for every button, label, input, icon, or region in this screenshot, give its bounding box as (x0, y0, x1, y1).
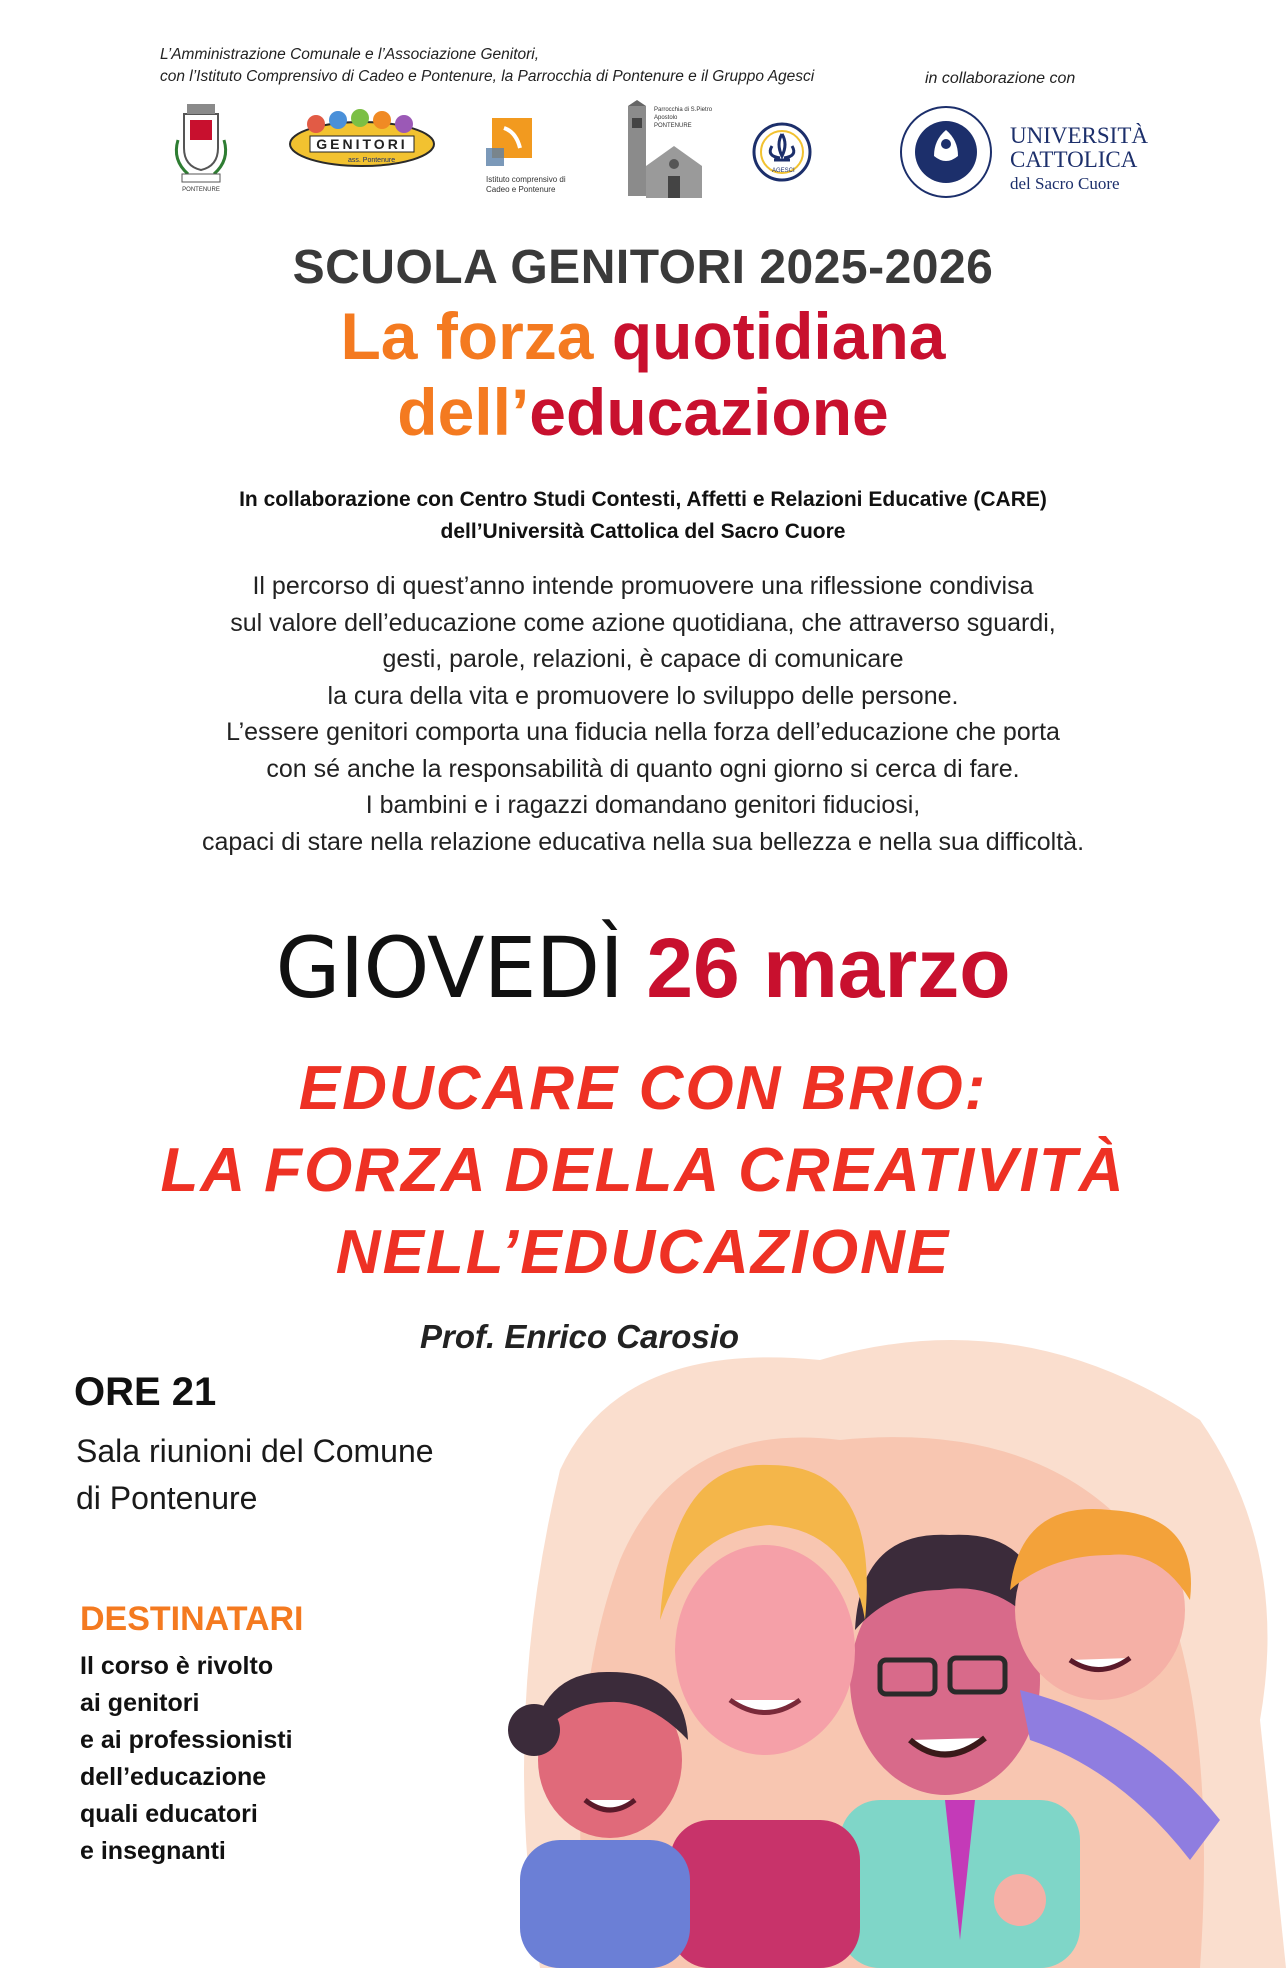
destinatari-line: dell’educazione (80, 1763, 267, 1791)
speaker-name: Prof. Enrico Carosio (420, 1318, 740, 1355)
slogan (0, 298, 1286, 450)
partner-logos (160, 100, 795, 205)
event-title-line-1: EDUCARE CON BRIO: (298, 1054, 988, 1123)
universita-cattolica-logo (898, 100, 1148, 210)
destinatari-title: DESTINATARI (80, 1600, 304, 1638)
description-paragraph (0, 568, 1286, 860)
church-facade-icon (646, 146, 702, 198)
destinatari-line: ai genitori (80, 1689, 200, 1717)
slogan-part-d: educazione (529, 375, 889, 449)
slogan-part-a: La forza (340, 299, 612, 373)
univ-line-3: del Sacro Cuore (1010, 174, 1120, 193)
event-title (0, 1048, 1286, 1294)
slogan-line-2 (0, 374, 1286, 450)
event-day: GIOVEDÌ (275, 919, 623, 1017)
destinatari-line: quali educatori (80, 1800, 258, 1828)
scuola-title: SCUOLA GENITORI 2025-2026 (292, 241, 994, 294)
parrocchia-caption: Parrocchia di S.Pietro Apostolo PONTENURE (654, 107, 713, 129)
istituto-logo (486, 118, 576, 195)
event-time: ORE 21 (74, 1370, 217, 1414)
event-title-line-2: LA FORZA DELLA CREATIVITÀ (160, 1136, 1126, 1205)
event-day-number: 26 marzo (646, 921, 1011, 1015)
slogan-line-1 (0, 298, 1286, 374)
slogan-part-b: quotidiana (611, 299, 946, 373)
para-line: I bambini e i ragazzi domandano genitori fiduciosi, (365, 791, 921, 819)
intro-text (160, 44, 880, 88)
event-title-line-3: NELL’EDUCAZIONE (335, 1218, 951, 1287)
genitori-caption: ass. Pontenure (348, 157, 396, 164)
slogan-part-c: dell’ (397, 375, 530, 449)
para-line: con sé anche la responsabilità di quanto ogni giorno si cerca di fare. (266, 754, 1020, 783)
para-line: sul valore dell’educazione come azione quotidiana, che attraverso sguardi, (230, 608, 1056, 637)
istituto-mark-icon (486, 118, 532, 170)
para-line: L’essere genitori comporta una fiducia nella forza dell’educazione che porta (226, 718, 1060, 746)
crest-icon (170, 100, 232, 188)
care-line-2: dell’Università Cattolica del Sacro Cuore (440, 520, 846, 543)
univ-line-1: UNIVERSITÀ (1010, 123, 1148, 148)
event-date (0, 918, 1286, 1018)
univ-line-2: CATTOLICA (1010, 147, 1138, 172)
para-line: Il percorso di quest’anno intende promuovere una riflessione condivisa (252, 572, 1034, 600)
comune-crest-logo (170, 100, 232, 195)
destinatari-line: Il corso è rivolto (80, 1652, 274, 1680)
comune-caption: PONTENURE (182, 187, 220, 193)
genitori-word: GENITORI (316, 136, 408, 152)
intro-line-1: L’Amministrazione Comunale e l’Associazione Genitori, (160, 46, 540, 63)
para-line: capaci di stare nella relazione educativa nella sua bellezza e nella sua difficoltà. (201, 827, 1085, 856)
para-line: gesti, parole, relazioni, è capace di comunicare (382, 645, 904, 673)
collab-label: in collaborazione con (925, 70, 1076, 87)
agesci-logo (752, 122, 814, 187)
family-illustration (500, 1300, 1286, 1968)
destinatari-list (80, 1648, 293, 1870)
university-name (1010, 124, 1148, 196)
university-seal-icon (898, 104, 994, 200)
istituto-caption: Istituto comprensivo di Cadeo e Pontenure (486, 175, 566, 194)
event-place (76, 1428, 434, 1522)
place-line-1: Sala riunioni del Comune (76, 1433, 434, 1469)
genitori-logo (288, 106, 436, 176)
destinatari-line: e insegnanti (80, 1837, 226, 1865)
destinatari-line: e ai professionisti (80, 1726, 293, 1754)
care-line-1: In collaborazione con Centro Studi Contesti, Affetti e Relazioni Educative (CARE) (239, 488, 1047, 511)
para-line: la cura della vita e promuovere lo sviluppo delle persone. (327, 681, 959, 710)
place-line-2: di Pontenure (76, 1480, 258, 1516)
care-collaboration (0, 484, 1286, 548)
agesci-caption: AGESCI (772, 168, 795, 174)
intro-line-2: con l’Istituto Comprensivo di Cadeo e Pontenure, la Parrocchia di Pontenure e il Gruppo Agesci (160, 68, 815, 85)
